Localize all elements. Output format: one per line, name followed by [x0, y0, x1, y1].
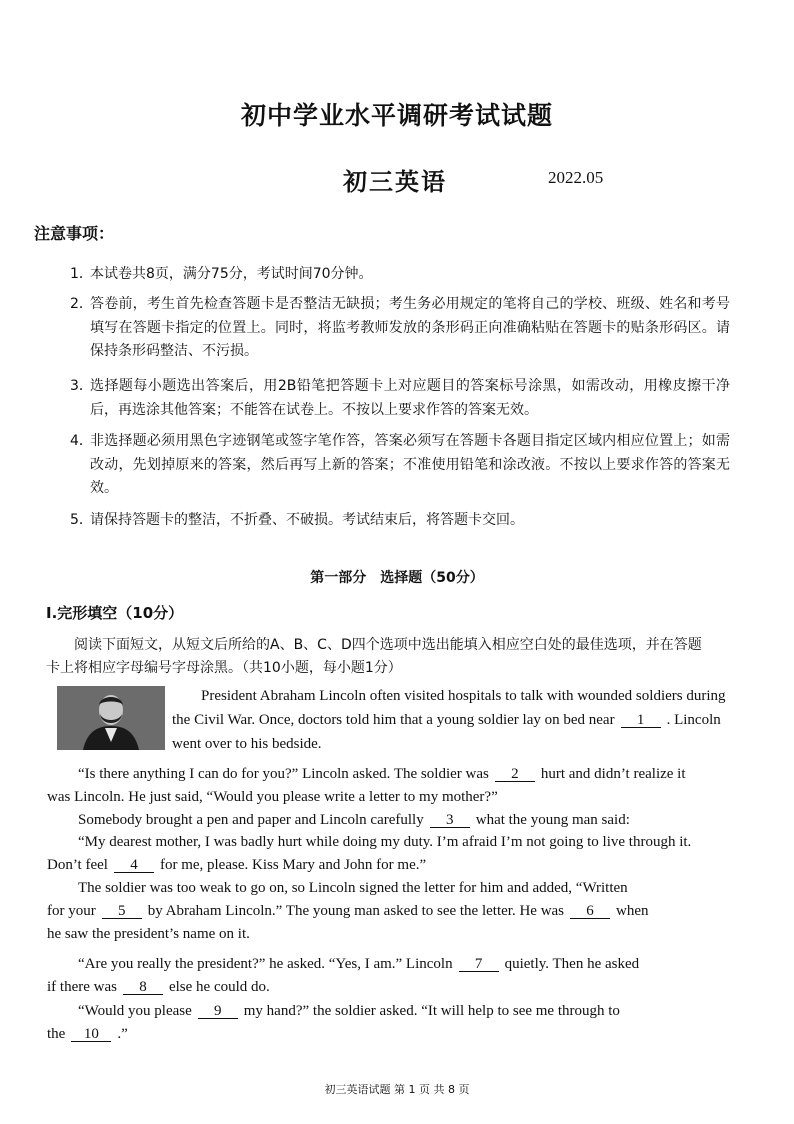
blank-9: 9	[198, 1004, 238, 1019]
blank-7: 7	[459, 957, 499, 972]
notice-item-3	[70, 375, 730, 422]
passage-text: my hand?” the soldier asked. “It will help to see me through to	[243, 1003, 620, 1019]
section-title: I.完形填空（10分）	[46, 604, 184, 622]
exam-title: 初中学业水平调研考试试题	[240, 101, 553, 130]
blank-4: 4	[114, 858, 154, 873]
passage-text: what the young man said:	[475, 812, 630, 828]
notice-item-number: 1．	[70, 266, 93, 282]
passage-text: Don’t feel	[47, 857, 108, 873]
passage-text: Somebody brought a pen and paper and Lincoln carefully	[78, 812, 424, 828]
passage-line: The soldier was too weak to go on, so Lincoln signed the letter for him and added, “Written	[78, 880, 628, 896]
passage-text: hurt and didn’t realize it	[540, 766, 686, 782]
portrait-icon	[57, 686, 165, 750]
page-footer: 初三英语试题 第 1 页 共 8 页	[324, 1083, 470, 1096]
passage-line	[78, 766, 686, 783]
passage-text: the Civil War. Once, doctors told him that a young soldier lay on bed near	[172, 712, 615, 728]
passage-text: “Are you really the president?” he asked. “Yes, I am.” Lincoln	[78, 956, 453, 972]
notice-item-5	[70, 509, 730, 533]
notice-item-number: 2．	[70, 296, 93, 312]
passage-line: was Lincoln. He just said, “Would you please write a letter to my mother?”	[47, 789, 498, 805]
notice-item-number: 4．	[70, 433, 93, 449]
part-heading: 第一部分 选择题（50分）	[310, 570, 484, 586]
passage-line	[172, 712, 721, 729]
passage-line	[78, 956, 639, 973]
passage-line: he saw the president’s name on it.	[47, 926, 250, 942]
passage-text: the	[47, 1026, 66, 1042]
blank-1: 1	[621, 713, 661, 728]
passage-text: if there was	[47, 979, 117, 995]
notice-item-2	[70, 293, 730, 364]
blank-10: 10	[71, 1027, 111, 1042]
exam-date: 2022.05	[548, 168, 604, 187]
passage-text: “Would you please	[78, 1003, 192, 1019]
notice-item-text: 非选择题必须用黑色字迹钢笔或签字笔作答，答案必须写在答题卡各题目指定区域内相应位置上；如需改动，先划掉原来的答案，然后再写上新的答案；不准使用铅笔和涂改液。不按以上要求作答的答案无效。	[90, 433, 730, 496]
passage-text: .”	[117, 1026, 128, 1042]
passage-text: quietly. Then he asked	[504, 956, 640, 972]
notice-heading: 注意事项：	[34, 224, 115, 243]
notice-item-number: 3．	[70, 378, 93, 394]
notice-item-text: 答卷前，考生首先检查答题卡是否整洁无缺损；考生务必用规定的笔将自己的学校、班级、姓名和考号填写在答题卡指定的位置上。同时，将监考教师发放的条形码正向准确粘贴在答题卡的贴条形码区。请保持条形码整洁、不污损。	[90, 296, 730, 359]
passage-line	[78, 1003, 620, 1020]
passage-text: . Lincoln	[666, 712, 721, 728]
passage-line	[47, 979, 270, 996]
passage-line: went over to his bedside.	[172, 736, 322, 752]
passage-line	[47, 1026, 128, 1043]
passage-text: for your	[47, 903, 96, 919]
passage-text: when	[616, 903, 649, 919]
passage-text: by Abraham Lincoln.” The young man asked to see the letter. He was	[147, 903, 565, 919]
blank-5: 5	[102, 904, 142, 919]
blank-6: 6	[570, 904, 610, 919]
passage-line: President Abraham Lincoln often visited hospitals to talk with wounded soldiers during	[201, 688, 726, 704]
passage-line	[47, 857, 426, 874]
exam-subject: 初三英语	[343, 168, 447, 196]
notice-item-text: 本试卷共8页，满分75分，考试时间70分钟。	[90, 266, 373, 282]
passage-line	[47, 903, 649, 920]
blank-3: 3	[430, 813, 470, 828]
passage-line: “My dearest mother, I was badly hurt while doing my duty. I’m afraid I’m not going to live through it.	[78, 834, 692, 850]
notice-item-4	[70, 430, 730, 501]
passage-text: else he could do.	[168, 979, 270, 995]
lincoln-portrait-image	[57, 686, 165, 750]
notice-item-number: 5．	[70, 512, 93, 528]
passage-text: “Is there anything I can do for you?” Lincoln asked. The soldier was	[78, 766, 489, 782]
notice-item-text: 选择题每小题选出答案后，用2B铅笔把答题卡上对应题目的答案标号涂黑，如需改动，用橡皮擦干净后，再选涂其他答案；不能答在试卷上。不按以上要求作答的答案无效。	[90, 378, 730, 418]
passage-line	[78, 812, 630, 829]
notice-item-text: 请保持答题卡的整洁，不折叠、不破损。考试结束后，将答题卡交回。	[90, 512, 524, 528]
notice-item-1	[70, 263, 730, 287]
blank-8: 8	[123, 980, 163, 995]
blank-2: 2	[495, 767, 535, 782]
passage-text: for me, please. Kiss Mary and John for me.”	[159, 857, 427, 873]
section-instructions: 阅读下面短文，从短文后所给的A、B、C、D四个选项中选出能填入相应空白处的最佳选项，并在答题卡上将相应字母编号字母涂黑。（共10小题，每小题1分）	[46, 637, 702, 676]
